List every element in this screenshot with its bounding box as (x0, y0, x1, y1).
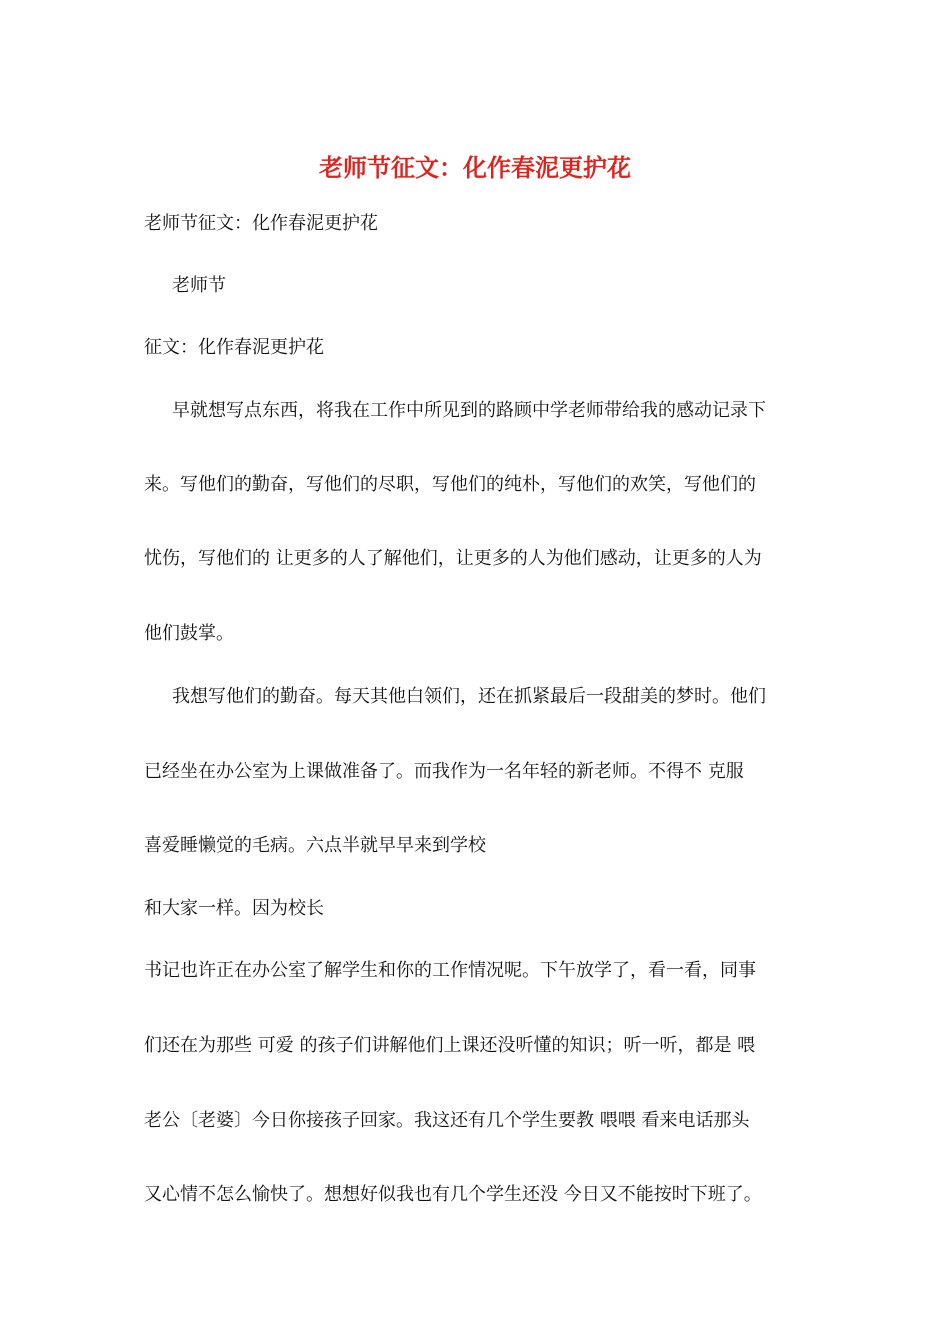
document-title: 老师节征文：化作春泥更护花 (319, 153, 631, 182)
paragraph-1-line: 来。写他们的勤奋，写他们的尽职，写他们的纯朴，写他们的欢笑，写他们的 (144, 474, 756, 495)
text-line: 老师节征文：化作春泥更护花 (144, 213, 378, 234)
paragraph-2-line: 又心情不怎么愉快了。想想好似我也有几个学生还没 今日又不能按时下班了。 (144, 1184, 762, 1205)
paragraph-2-line: 老公〔老婆〕今日你接孩子回家。我这还有几个学生要教 喂喂 看来电话那头 (144, 1110, 750, 1131)
text-line: 老师节 (172, 275, 226, 296)
paragraph-2-line: 书记也许正在办公室了解学生和你的工作情况呢。下午放学了，看一看，同事 (144, 960, 756, 981)
text-line: 征文：化作春泥更护花 (144, 337, 324, 358)
paragraph-2-line: 我想写他们的勤奋。每天其他白领们，还在抓紧最后一段甜美的梦时。他们 (172, 686, 766, 707)
paragraph-2-line: 喜爱睡懒觉的毛病。六点半就早早来到学校 (144, 835, 486, 856)
paragraph-2-line: 和大家一样。因为校长 (144, 898, 324, 919)
paragraph-2-line: 们还在为那些 可爱 的孩子们讲解他们上课还没听懂的知识；听一听，都是 喂 (144, 1035, 756, 1056)
paragraph-1-line: 他们鼓掌。 (144, 623, 234, 644)
paragraph-1-line: 早就想写点东西，将我在工作中所见到的路顾中学老师带给我的感动记录下 (172, 400, 766, 421)
paragraph-2-line: 已经坐在办公室为上课做准备了。而我作为一名年轻的新老师。不得不 克服 (144, 761, 744, 782)
paragraph-1-line: 忧伤，写他们的 让更多的人了解他们，让更多的人为他们感动，让更多的人为 (144, 548, 762, 569)
